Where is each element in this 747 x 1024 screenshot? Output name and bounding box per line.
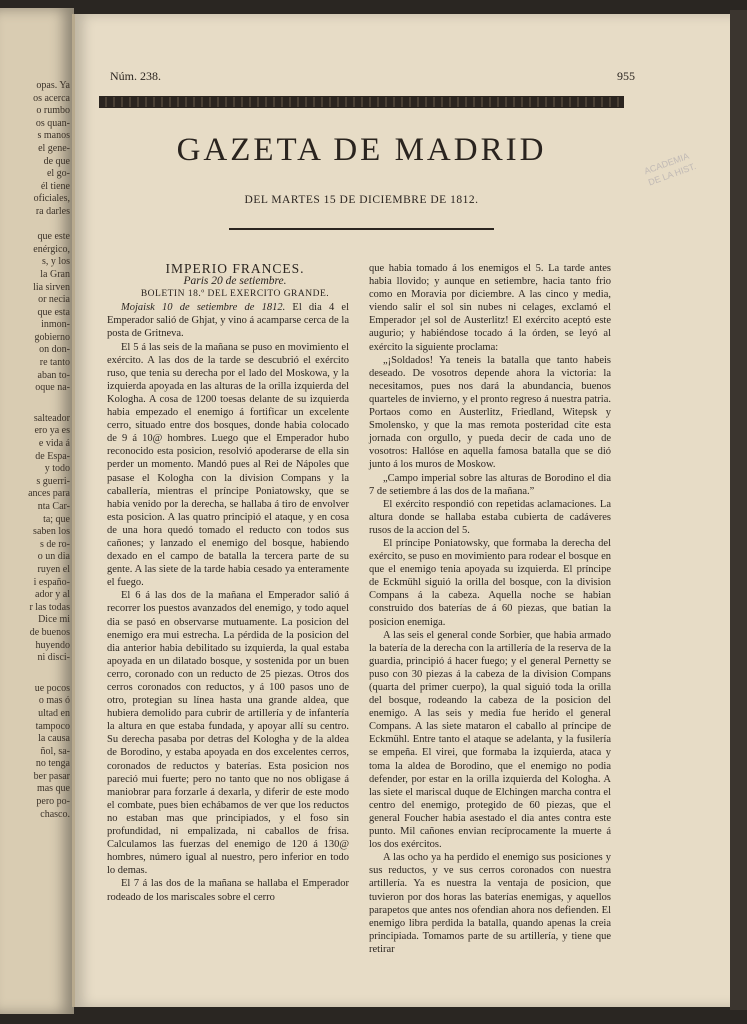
left-page-line: ero ya es: [34, 425, 70, 437]
left-page-line: que este: [37, 231, 70, 243]
book-edge: [730, 10, 747, 1010]
left-page-line: r las todas: [29, 601, 70, 613]
left-page-line: ra darles: [35, 205, 70, 217]
left-page-line: s guerri-: [36, 475, 70, 487]
paragraph: que habia tomado á los enemigos el 5. La tarde antes habia llovido; y aunque en setiembre, hacia tanto frio como en Moravia por diciembre. A las cinco y media, viendo salir el sol sin nubes ni celages, exclamó el Emperador ¡el sol de Austerlitz! El exército aceptó este augurio; y habiéndose tocado á la órden, se leyó al exército la siguiente proclama:: [369, 263, 611, 353]
masthead-title: GAZETA DE MADRID: [176, 132, 547, 168]
left-page-line: pero po-: [36, 796, 70, 808]
left-page-line: oficiales,: [33, 193, 70, 205]
article-column-left: [107, 262, 349, 904]
left-page-line: e vida á: [38, 438, 70, 450]
left-page-line: s, y los: [41, 256, 70, 268]
left-page-line: mas que: [36, 783, 70, 795]
newspaper-page: [72, 14, 735, 1007]
left-page-line: re tanto: [39, 357, 70, 369]
issue-date: DEL MARTES 15 DE DICIEMBRE DE 1812.: [244, 194, 479, 206]
left-page-line: ue pocos: [34, 682, 70, 694]
paragraph: El príncipe Poniatowsky, que formaba la derecha del exército, se puso en movimiento para rodear el bosque en que el enemigo tenia apoyada su izquierda. El príncipe de Eckmühl siguió la orilla del bosque, con la division Compans á la cabeza. Aquella noche se habian construido dos baterías de á 60 piezas, que batian la posicion enemiga.: [369, 537, 611, 628]
left-page-line: s de ro-: [40, 538, 70, 550]
page-number: 955: [617, 69, 635, 83]
issue-number: Núm. 238.: [110, 69, 161, 83]
left-page-line: ances para: [28, 488, 70, 500]
proclamation-signoff: „Campo imperial sobre las alturas de Borodino el dia 7 de setiembre á las dos de la mañana.”: [369, 472, 611, 497]
left-page-line: no tenga: [35, 758, 70, 770]
left-page-line: os acerca: [33, 92, 70, 104]
paragraph: El 5 á las seis de la mañana se puso en movimiento el exército. A las dos de la tarde se descubrió el exército ruso, que tenia su derecha por el lado del Moskowa, y la izquierda apoyada en las alturas de la orilla izquierda del Kologha. A cosa de 1200 toesas delante de su izquierda habia empezado el enemigo á fortificar un excelente cerro, situado entre dos bosques, donde habia colocado de 9 á 10@ hombres. Luego que el Emperador hubo reconocido esta posicion, resolvió apoderarse de ella sin perder un momento. Mandó pues al Rei de Nápoles que pasase el Kologha con la division Compans y la caballería, mientras el príncipe Poniatowsky, que se habia venido por la derecha, se hallaba á tiro de envolver esta posicion. A las quatro principió el ataque, y en cosa de una hora quedó tomado el reducto con todos sus cañones; y lanzado el enemigo del bosque, habiendo dexado en el campo de batalla la tercera parte de su gente. A las siete de la tarde habia cesado ya enteramente el fuego.: [107, 341, 349, 589]
left-page-line: os quan-: [35, 117, 70, 129]
left-page-line: ador y al: [35, 589, 70, 601]
left-facing-page: [0, 8, 74, 1014]
paragraph: A las seis el general conde Sorbier, que habia armado la batería de la derecha con la artillería de la reserva de la guardia, principió á hacer fuego; y el general Pernetty se puso con 30 piezas á la cabeza de la division Compans (quarta del primer cuerpo), la qual siguió toda la orilla del bosque, rodeando la cabeza de la posicion del enemigo. A las seis y media fue herido el general Compans. A las siete mataron el caballo al príncipe de Eckmühl. Entre tanto el ataque se adelanta, y la fusilería se empeña. El virei, que formaba la izquierda, ataca y toma la aldea de Borodino, que el enemigo no podia defender, por estar en la orilla izquierda del Kologha. A las siete el mariscal duque de Elchingen marcha contra el centro del enemigo, protegido de 60 piezas, que el general Foucher habia asestado el dia antes contra este punto. Mil cañones envian recíprocamente la muerte á los dos exércitos.: [369, 629, 611, 851]
left-page-line: saben los: [33, 526, 70, 538]
left-page-line: lia sirven: [33, 281, 70, 293]
header-ornamental-rule: [99, 96, 624, 108]
date-divider-rule: [229, 228, 494, 230]
left-page-line: s manos: [37, 130, 70, 142]
left-page-line: el go-: [46, 168, 70, 180]
left-page-line: la causa: [38, 733, 70, 745]
left-page-line: él tiene: [40, 180, 70, 192]
left-page-line: opas. Ya: [36, 80, 70, 91]
left-page-line: ni disci-: [37, 652, 70, 664]
section-title: IMPERIO FRANCES.: [165, 261, 305, 276]
left-page-line: oque na-: [35, 382, 70, 394]
left-page-line: gobierno: [34, 331, 70, 343]
library-stamp: ACADEMIA DE LA HIST.: [642, 150, 698, 188]
left-page-line: o rumbo: [36, 105, 70, 117]
left-page-line: [0, 219, 70, 232]
paragraph: El 7 á las dos de la mañana se hallaba el Emperador rodeado de los mariscales sobre el cerro: [107, 878, 349, 903]
left-page-text-column: [0, 80, 70, 821]
left-page-line: de Espa-: [35, 450, 70, 462]
left-page-line: inmon-: [41, 319, 70, 331]
left-page-line: o mas ó: [38, 695, 70, 707]
left-page-line: de que: [43, 155, 70, 167]
left-page-line: ultad en: [38, 707, 70, 719]
left-page-line: ruyen el: [37, 563, 70, 575]
left-page-line: huyendo: [35, 639, 70, 651]
left-page-line: o un dia: [37, 551, 70, 563]
paragraph: A las ocho ya ha perdido el enemigo sus posiciones y sus reductos, y ve sus cerros coronados con nuestra artillería. Ya es nuestra la ventaja de posicion, que tuvieron por dos horas las baterías enemigas, y aquellos parapetos que antes nos ofendian ahora nos defienden. El enemigo libra perdida la batalla, quando apenas la creia principiada. Tomamos parte de su artillería, y tiene que retirar: [369, 852, 611, 955]
left-page-line: on don-: [39, 344, 70, 356]
left-page-line: la Gran: [40, 268, 70, 280]
section-dateline: Paris 20 de setiembre.: [183, 275, 287, 288]
left-page-line: que esta: [37, 306, 70, 318]
left-page-line: tampoco: [35, 720, 70, 732]
left-page-line: ber pasar: [33, 770, 70, 782]
left-page-line: or necia: [38, 294, 70, 306]
paragraph: [107, 301, 349, 340]
left-page-line: de buenos: [29, 626, 70, 638]
left-page-line: y todo: [44, 463, 70, 475]
left-page-line: salteador: [33, 412, 70, 424]
paragraph: El exército respondió con repetidas aclamaciones. La altura donde se hallaba estaba cubierta de cadáveres rusos de la accion del 5.: [369, 498, 611, 536]
proclamation-paragraph: „¡Soldados! Ya teneis la batalla que tanto habeis deseado. De vosotros depende ahora la victoria: la necesitamos, pues nos dará la abundancia, buenos quarteles de invierno, y el pronto regreso á nuestra patria. Portaos como en Austerlitz, Friedland, Witepsk y Smolensko, y que la mas remota posteridad cite esta jornada con orgullo, y pueda decir de cada uno de vosotros: Hallóse en aquella famosa batalla que se dió junto á los muros de Moskow.: [369, 354, 611, 471]
left-page-line: nta Car-: [37, 501, 70, 512]
left-page-line: aban to-: [37, 369, 70, 381]
left-page-line: el gene-: [38, 142, 70, 154]
left-page-line: ñol, sa-: [40, 745, 70, 757]
left-page-line: i españo-: [33, 576, 70, 588]
left-page-line: ta; que: [43, 513, 70, 525]
bulletin-heading: BOLETIN 18.º DEL EXERCITO GRANDE.: [140, 289, 330, 300]
article-column-right: [369, 262, 611, 956]
paragraph-text: El dia 4 el Emperador salió de Ghjat, y vino á acamparse cerca de la posta de Gritneva.: [107, 302, 349, 340]
left-page-line: chasco.: [40, 808, 70, 820]
left-page-line: enérgico,: [33, 243, 70, 255]
left-page-line: Dice mi: [38, 614, 70, 626]
paragraph-lead: Mojaisk 10 de setiembre de 1812.: [121, 302, 286, 314]
paragraph: El 6 á las dos de la mañana el Emperador salió á recorrer los puestos avanzados del enemigo, y todo aquel dia se pasó en observarse mutuamente. La posicion del enemigo era mui estrecha. La pérdida de la posicion del dia anterior habia debilitado su izquierda, la qual estaba apoyada en un dilatado bosque, y sostenida por un buen cerro, coronado con un reducto de 25 piezas. Otros dos cerros coronados con reductos, y á 100 pasos uno de otro, protegian su línea hasta una grande aldea, que hubiera demolido para cubrir de artillería y de infantería la altura en que estaba fundada, y apoyar allí su centro. Su derecha pasaba por detras del Kologha y de la aldea de Borodino, y estaba apoyada en dos excelentes cerros, coronados de reductos y baterías. Esta posicion nos pareció mui fuerte; pero no tanto que no nos obligase á maniobrar para forzarle á dexarla, y diferir de este modo el combate, pues bien echábamos de ver que los reductos no estaban mas que principiados, y el foso sin profundidad, ni empalizada, ni caballos de frisa. Calculamos las fuerzas del enemigo de 120 á 130@ hombres, número igual al nuestro, pero inferior en todo lo demas.: [107, 590, 349, 877]
